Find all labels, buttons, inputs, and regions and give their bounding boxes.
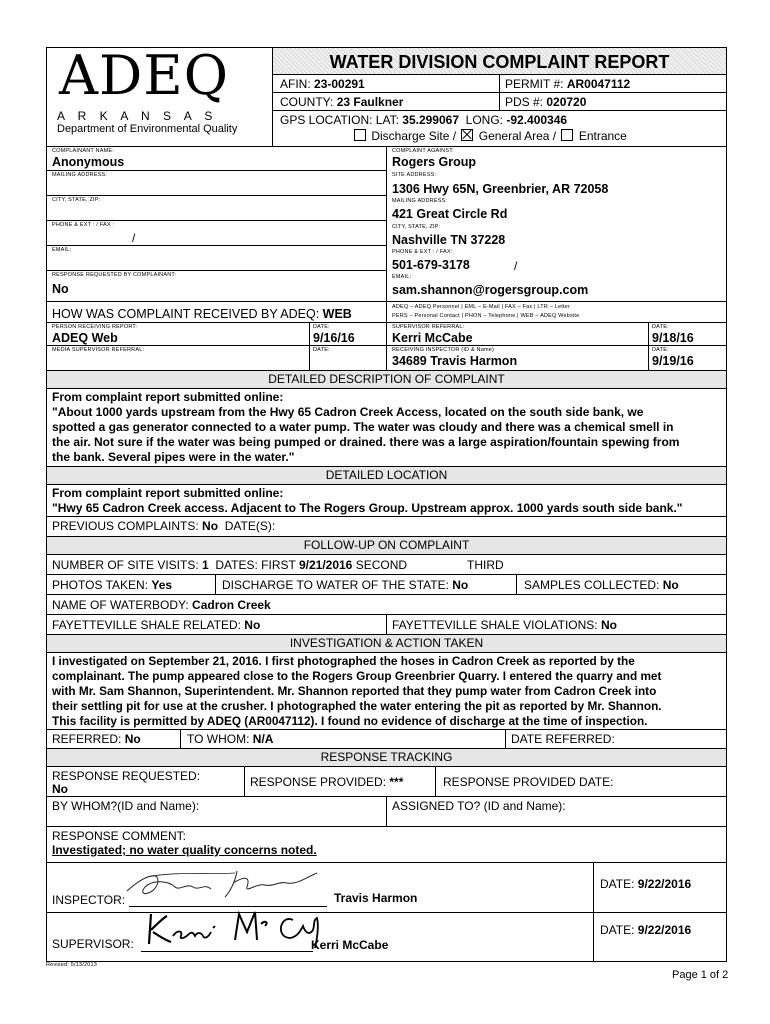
supervisor-name: Kerri McCabe [311,938,389,952]
tracking-heading: RESPONSE TRACKING [47,749,726,766]
received-legend-2: PERS – Personal Contact | PHON – Telephone | WEB – ADEQ Website [392,313,580,319]
assigned-to-label: ASSIGNED TO? (ID and Name): [392,799,566,813]
logo-state: A R K A N S A S [57,109,218,123]
shale-violations: FAYETTEVILLE SHALE VIOLATIONS: No [392,618,617,632]
location-text: From complaint report submitted online: "Hwy 65 Cadron Creek access. Adjacent to The Rogers Group. Upstream approx. 1000 yards south side bank." [52,486,683,515]
investigation-heading: INVESTIGATION & ACTION TAKEN [47,635,726,652]
supervisor-sign-date-value: 9/22/2016 [637,923,692,937]
site-visits-value: 1 [202,558,209,572]
response-provided-date-label: RESPONSE PROVIDED DATE: [443,775,614,789]
receiving-inspector-label: RECEIVING INSPECTOR (ID & Name) [392,347,495,353]
photos-taken-value: Yes [151,578,173,592]
discharge-site-checkbox[interactable] [354,129,366,141]
entrance-checkbox[interactable] [561,129,573,141]
shale-related-value: No [244,618,261,632]
against-city-label: CITY, STATE, ZIP: [392,224,441,230]
against-label: COMPLAINT AGAINST: [392,148,454,154]
tracking-requested-value: No [52,782,68,796]
inspector-name: Travis Harmon [334,891,418,905]
previous-complaints: PREVIOUS COMPLAINTS: No DATE(S): [52,519,276,533]
against-mailing-label: MAILING ADDRESS: [392,198,448,204]
referred: REFERRED: No [52,732,141,746]
to-whom-value: N/A [252,732,274,746]
investigation-text: I investigated on September 21, 2016. I first photographed the hoses in Cadron Creek as reported by the complainant. The pump appeared close to the Rogers Group Greenbrier Quarry. I entered the quarry and met with Mr. Sam Shannon, Superintendent. Mr. Shannon reported that they pump water from Cadron Creek into their settling pit for use at the crusher. I photographed the water entering the pit as reported by Mr. Shannon. This facility is permitted by ADEQ (AR0047112). I found no evidence of discharge at the time of inspection. [52,654,662,728]
logo-wordmark: ADEQ [59,44,229,107]
complainant-name-label: COMPLAINANT NAME: [52,148,114,154]
long-value: -92.400346 [506,113,568,127]
afin-field: AFIN: 23-00291 [280,77,365,91]
supervisor-referral-label: SUPERVISOR REFERRAL: [392,324,465,330]
waterbody-name: NAME OF WATERBODY: Cadron Creek [52,598,271,612]
receiving-inspector: 34689 Travis Harmon [392,354,518,368]
inspector-sign-date-value: 9/22/2016 [637,877,692,891]
site-visits: NUMBER OF SITE VISITS: 1 DATES: FIRST 9/21/2016 SECOND [52,558,408,572]
supervisor-sign-date: DATE: 9/22/2016 [600,923,692,937]
waterbody-value: Cadron Creek [192,598,271,612]
description-text: From complaint report submitted online: "About 1000 yards upstream from the Hwy 65 Cadron Creek Access, located on the south side bank, we spotted a gas generator connected to a water pump. The water was cloudy and there was a chemical smell in the air. Not sure if the water was being pumped or drained. there was a large aspiration/fountain spewing from the bank. Several pipes were in the water." [52,390,680,464]
complainant-phone-label: PHONE & EXT : / FAX : [52,222,115,228]
inspector-date: 9/19/16 [652,354,694,368]
site-address-label: SITE ADDRESS: [392,172,437,178]
supervisor-date-label: DATE: [652,324,669,330]
description-heading: DETAILED DESCRIPTION OF COMPLAINT [47,371,726,388]
to-whom: TO WHOM: N/A [187,732,274,746]
followup-heading: FOLLOW-UP ON COMPLAINT [47,537,726,554]
by-whom-label: BY WHOM?(ID and Name): [52,799,200,813]
inspector-signature [117,863,327,903]
against-email-label: EMAIL: [392,274,412,280]
response-provided: RESPONSE PROVIDED: *** [250,775,404,789]
first-visit-date: 9/21/2016 [298,558,353,572]
received-how: HOW WAS COMPLAINT RECEIVED BY ADEQ: WEB [52,307,352,321]
response-provided-value: *** [389,775,404,789]
supervisor-signature [143,906,323,950]
media-supervisor-label: MEDIA SUPERVISOR REFERRAL: [52,347,145,353]
inspector-label: INSPECTOR: [52,893,126,907]
referred-value: No [124,732,141,746]
date-referred-label: DATE REFERRED: [511,732,615,746]
person-date: 9/16/16 [313,331,355,345]
samples-collected: SAMPLES COLLECTED: No [524,578,679,592]
site-address: 1306 Hwy 65N, Greenbrier, AR 72058 [392,182,609,196]
supervisor-referral: Kerri McCabe [392,331,473,345]
page-number: Page 1 of 2 [672,969,729,981]
received-how-value: WEB [322,307,352,321]
complaint-report-form [46,44,727,962]
response-requested-field-label: RESPONSE REQUESTED: [52,769,201,783]
county-field: COUNTY: 23 Faulkner [280,95,404,109]
against-email: sam.shannon@rogersgroup.com [392,283,589,297]
person-receiving-label: PERSON RECEIVING REPORT: [52,324,138,330]
gps-field: GPS LOCATION: LAT: 35.299067 LONG: -92.400346 [280,113,568,127]
report-title: WATER DIVISION COMPLAINT REPORT [329,52,670,72]
person-receiving: ADEQ Web [52,331,118,345]
complainant-email-label: EMAIL: [52,247,72,253]
discharge-to-water: DISCHARGE TO WATER OF THE STATE: No [222,578,469,592]
against-phone-label: PHONE & EXT : / FAX: [392,249,453,255]
revised-date: Revised: 5/13/2013 [46,962,97,968]
third-visit-label: THIRD [467,558,504,572]
discharge-value: No [452,578,469,592]
complainant-mailing-label: MAILING ADDRESS: [52,172,108,178]
adeq-logo [55,44,273,143]
location-heading: DETAILED LOCATION [47,467,726,484]
photos-taken: PHOTOS TAKEN: Yes [52,578,173,592]
shale-violations-value: No [600,618,617,632]
against-name: Rogers Group [392,155,477,169]
county-value: 23 Faulkner [336,95,404,109]
complainant-name: Anonymous [52,155,125,169]
response-comment-label: RESPONSE COMMENT: [52,829,187,843]
supervisor-label: SUPERVISOR: [52,937,134,951]
permit-field: PERMIT #: AR0047112 [505,77,631,91]
previous-complaints-value: No [202,519,219,533]
inspector-sign-date: DATE: 9/22/2016 [600,877,692,891]
pds-field: PDS #: 020720 [505,95,587,109]
afin-value: 23-00291 [314,77,365,91]
shale-related: FAYETTEVILLE SHALE RELATED: No [52,618,261,632]
against-city: Nashville TN 37228 [392,233,506,247]
complainant-phone-sep: / [132,231,136,245]
response-comment: Investigated; no water quality concerns noted. [52,843,317,857]
against-phone-sep: / [514,259,518,273]
permit-value: AR0047112 [566,77,631,91]
person-date-label: DATE: [313,324,330,330]
inspector-date-label: DATE: [652,347,669,353]
general-area-checkbox[interactable] [461,129,473,141]
against-phone: 501-679-3178 [392,258,470,272]
supervisor-date: 9/18/16 [652,331,694,345]
site-type-options: Discharge Site / General Area / Entrance [352,129,627,143]
complainant-city-label: CITY, STATE, ZIP: [52,197,101,203]
logo-department: Department of Environmental Quality [57,123,238,135]
response-requested-value: No [52,282,69,296]
media-date-label: DATE: [313,347,330,353]
response-requested-label: RESPONSE REQUESTED BY COMPLAINANT: [52,272,177,278]
received-legend-1: ADEQ – ADEQ Personnel | EML – E-Mail | FAX – Fax | LTR – Letter [392,304,570,310]
against-mailing: 421 Great Circle Rd [392,207,508,221]
pds-value: 020720 [546,95,587,109]
samples-value: No [662,578,679,592]
lat-value: 35.299067 [402,113,459,127]
